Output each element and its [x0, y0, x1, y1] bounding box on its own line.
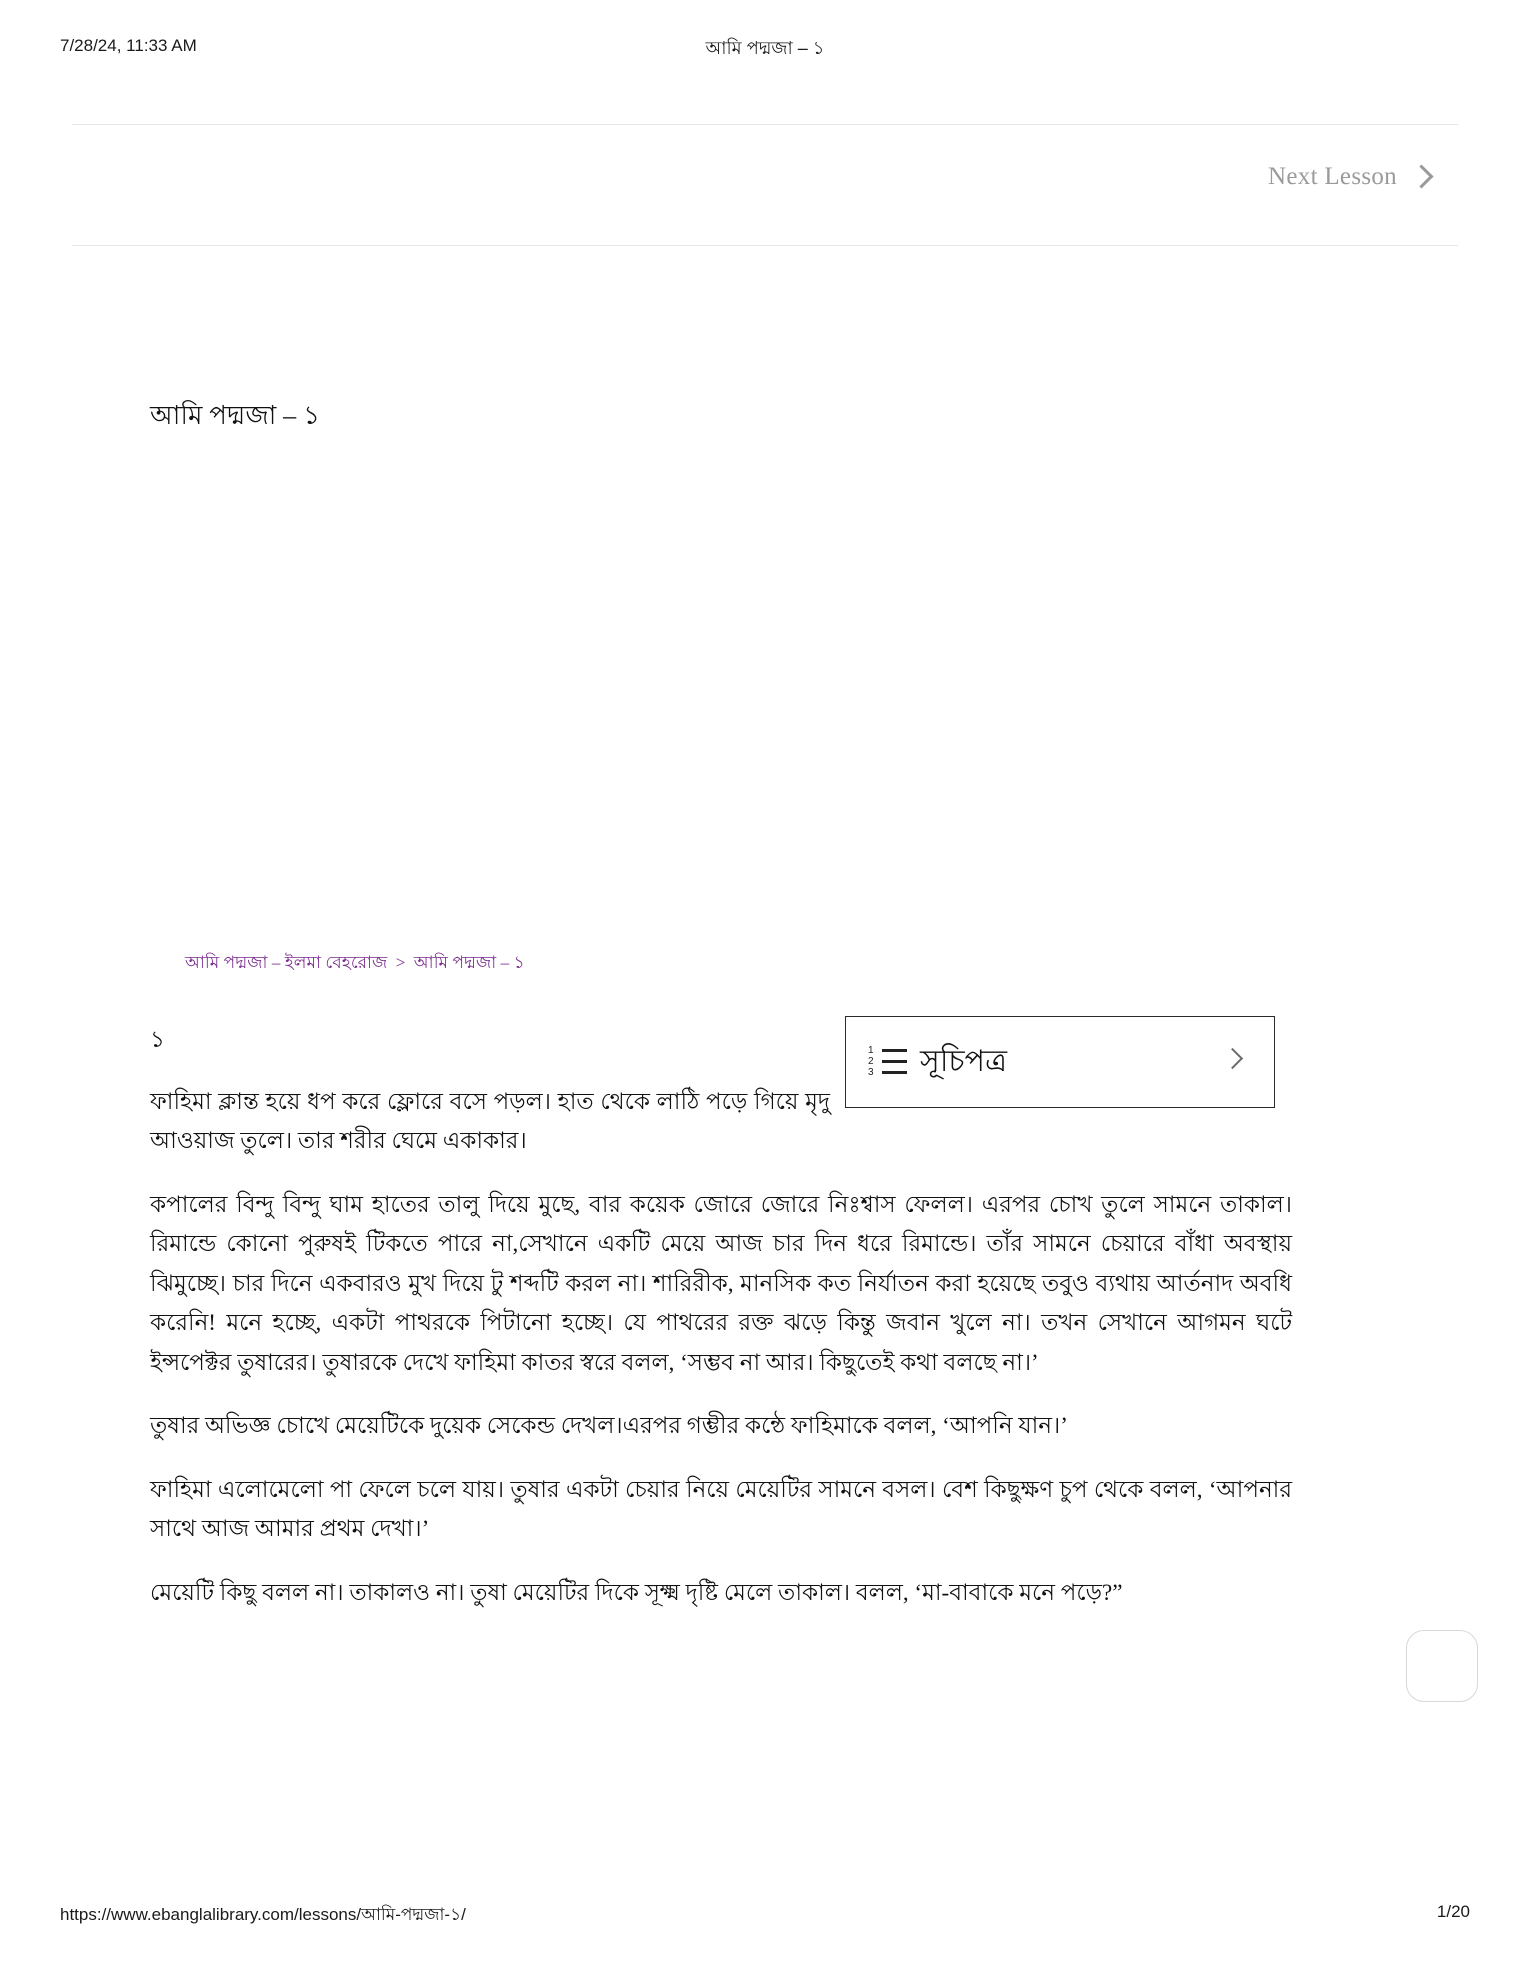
body-paragraph: তুষার অভিজ্ঞ চোখে মেয়েটিকে দুয়েক সেকেন্ড দেখল।এরপর গম্ভীর কন্ঠে ফাহিমাকে বলল, ‘আপনি যান।’ [150, 1413, 1068, 1439]
breadcrumb [185, 950, 525, 978]
print-date: 7/28/24, 11:33 AM [60, 36, 197, 55]
print-source-url: https://www.ebanglalibrary.com/lessons/আমি-পদ্মজা-১/ [60, 1905, 466, 1924]
toc-icon-number-2: 2 [868, 1056, 874, 1067]
toc-icon-number-3: 3 [868, 1067, 874, 1078]
breadcrumb-current-link[interactable]: আমি পদ্মজা – ১ [413, 953, 525, 972]
breadcrumb-parent-link[interactable]: আমি পদ্মজা – ইলমা বেহরোজ [185, 953, 388, 972]
body-paragraph: কপালের বিন্দু বিন্দু ঘাম হাতের তালু দিয়ে মুছে, বার কয়েক জোরে জোরে নিঃশ্বাস ফেলল। এরপর চোখ তুলে সামনে তাকাল। রিমান্ডে কোনো পুরুষই টিকতে পারে না,সেখানে একটি মেয়ে আজ চার দিন ধরে রিমান্ডে। তাঁর সামনে চেয়ারে বাঁধা অবস্থায় ঝিমুচ্ছে। চার দিনে একবারও মুখ দিয়ে টু শব্দটি করল না। শারিরীক, মানসিক কত নির্যাতন করা হয়েছে তবুও ব্যথায় আর্তনাদ অবধি করেনি! মনে হচ্ছে, একটা পাথরকে পিটানো হচ্ছে। যে পাথরের রক্ত ঝড়ে কিন্তু জবান খুলে না। তখন সেখানে আগমন ঘটে ইন্সপেক্টর তুষারের। তুষারকে দেখে ফাহিমা কাতর স্বরে বলল, ‘সম্ভব না আর। কিছুতেই কথা বলছে না।’ [150, 1191, 1292, 1375]
body-paragraph: মেয়েটি কিছু বলল না। তাকালও না। তুষা মেয়েটির দিকে সূক্ষ্ম দৃষ্টি মেলে তাকাল। বলল, ‘মা-বাবাকে মনে পড়ে?” [150, 1580, 1123, 1606]
print-page-number: 1/20 [1436, 1902, 1470, 1921]
section-number: ১ [150, 1027, 165, 1052]
table-of-contents-label: সূচিপত্র [920, 1044, 1007, 1078]
nav-divider-bottom [72, 245, 1458, 246]
floating-action-button[interactable] [1406, 1630, 1478, 1702]
lesson-body [150, 1020, 1292, 1637]
print-header [60, 36, 1470, 60]
body-paragraph: ফাহিমা ক্লান্ত হয়ে ধপ করে ফ্লোরে বসে পড়ল। হাত থেকে লাঠি পড়ে গিয়ে মৃদু আওয়াজ তুলে। তার শরীর ঘেমে একাকার। [150, 1088, 830, 1154]
print-footer [60, 1902, 1470, 1924]
breadcrumb-separator: > [395, 953, 406, 972]
nav-divider-top [72, 124, 1458, 125]
print-header-title: আমি পদ্মজা – ১ [705, 38, 825, 58]
chevron-right-icon [1409, 164, 1433, 188]
body-paragraph: ফাহিমা এলোমেলো পা ফেলে চলে যায়। তুষার একটা চেয়ার নিয়ে মেয়েটির সামনে বসল। বেশ কিছুক্ষণ চুপ থেকে বলল, ‘আপনার সাথে আজ আমার প্রথম দেখা।’ [150, 1476, 1292, 1542]
next-lesson-label: Next Lesson [1268, 163, 1397, 190]
next-lesson-button[interactable] [1268, 163, 1430, 191]
toc-icon-number-1: 1 [868, 1045, 874, 1056]
page-title: আমি পদ্মজা – ১ [150, 401, 321, 430]
